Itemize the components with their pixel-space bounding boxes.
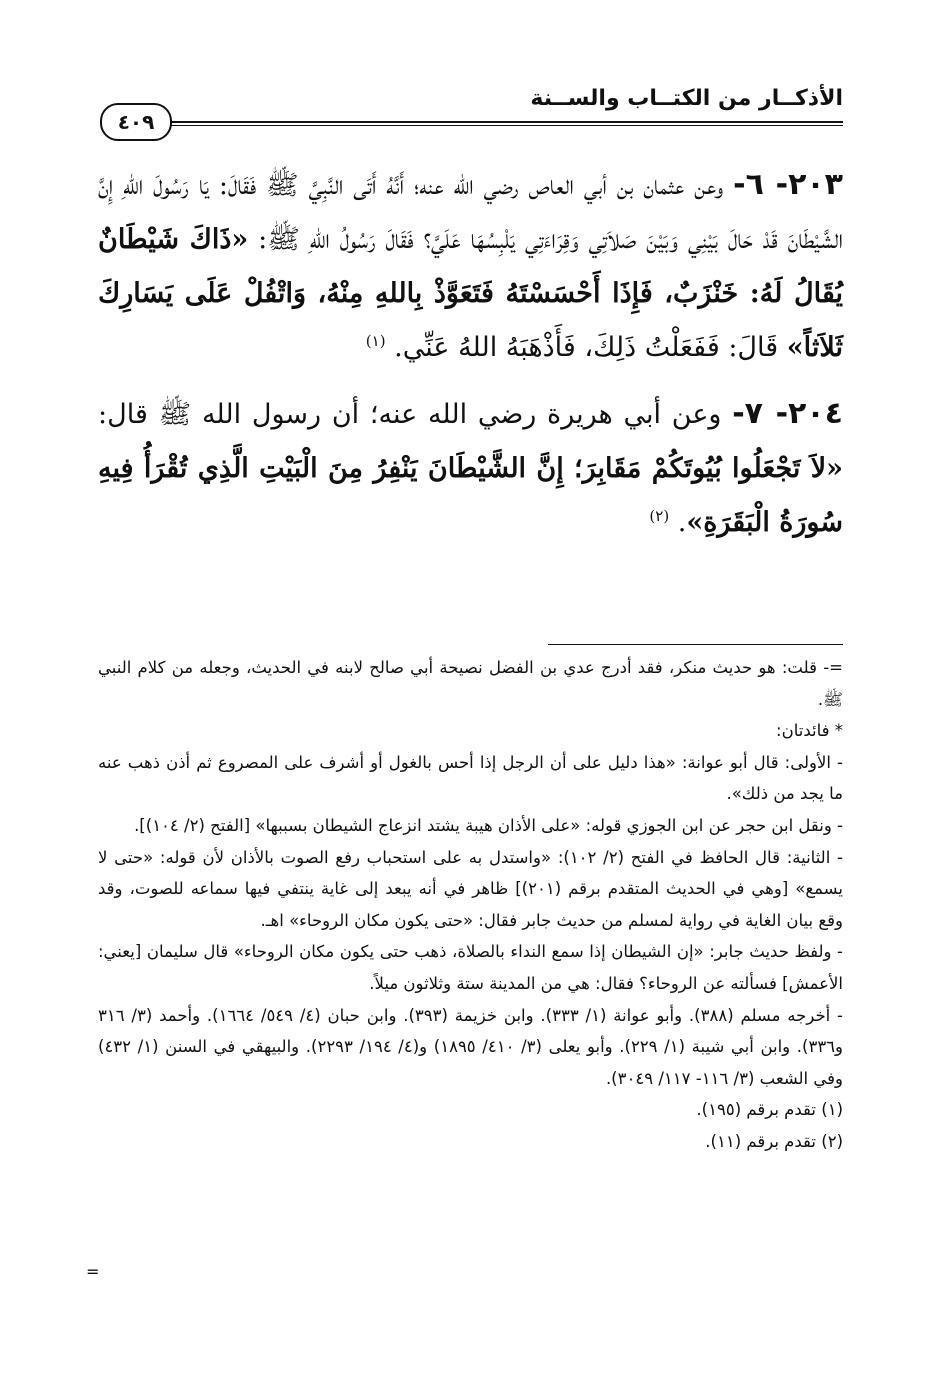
- hadith-number: ٢٠٣: [788, 167, 843, 202]
- footnote-takhrij: - أخرجه مسلم (٣٨٨). وأبو عوانة (١/ ٣٣٣). وابن خزيمة (٣٩٣). وابن حبان (٤/ ٥٤٩/ ١٦٦٤). وأحمد (٣/ ٣١٦ و٣٣٦). وابن أبي شيبة (١/ ٢٢٩). وأبو يعلى (٣/ ٤١٠/ ١٨٩٥) و(٤/ ١٩٤/ ٢٢٩٣). والبيهقي في السنن (١/ ٤٣٢) وفي الشعب (٣/ ١١٦- ١١٧/ ٣٠٤٩).: [98, 1005, 844, 1088]
- footnote-separator: [548, 644, 843, 645]
- main-text: [98, 158, 843, 550]
- footnote-benefit-second: - الثانية: قال الحافظ في الفتح (٢/ ١٠٢): «واستدل به على استحباب رفع الصوت بالأذان لأن قوله: «حتى لا يسمع» [وهي في الحديث المتقدم برقم (٢٠١)] ظاهر في أنه يبعد إلى غاية ينتفي فيها سماعه للصوت، وقد وقع بيان الغاية في رواية لمسلم من حديث جابر فقال: «حتى يكون مكان الروحاء» اهـ.: [98, 847, 843, 930]
- footnotes: [98, 652, 843, 1158]
- footnote-benefit-first: - الأولى: قال أبو عوانة: «هذا دليل على أن الرجل إذا أحس بالغول أو أشرف على المصروع ثم أذن ذهب عنه ما يجد من ذلك».: [98, 752, 843, 804]
- hadith-quote: «ذَاكَ شَيْطَانٌ يُقَالُ لَهُ: خَنْزَبٌ، فَإِذَا أَحْسَسْتَهُ فَتَعَوَّذْ بِاللهِ مِنْهُ، وَاتْفُلْ عَلَى يَسَارِكَ ثَلاَثاً»: [98, 224, 843, 363]
- footnote-ref[interactable]: (١): [365, 332, 386, 350]
- footnote-benefits-heading: * فائدتان:: [776, 721, 843, 741]
- running-header-title: الأذكــار من الكتــاب والســنة: [530, 86, 843, 111]
- footnote-2: (٢) تقدم برقم (١١).: [705, 1131, 843, 1151]
- footnote-1: (١) تقدم برقم (١٩٥).: [696, 1100, 843, 1120]
- hadith-tail: .: [677, 507, 687, 538]
- hadith-204: [98, 387, 843, 550]
- hadith-quote: «لاَ تَجْعَلُوا بُيُوتَكُمْ مَقَابِرَ؛ إِنَّ الشَّيْطَانَ يَنْفِرُ مِنَ الْبَيْتِ الَّذِي تُقْرَأُ فِيهِ سُورَةُ الْبَقَرَةِ»: [98, 453, 843, 538]
- footnote-ibn-hajar: - ونقل ابن حجر عن ابن الجوزي قوله: «على الأذان هيبة يشتد انزعاج الشيطان بسببها» [الفتح (٢/ ١٠٤)].: [134, 815, 843, 835]
- continuation-mark: =: [86, 1262, 100, 1281]
- hadith-intro: وعن أبي هريرة رضي الله عنه؛ أن رسول الله ﷺ قال:: [98, 399, 733, 430]
- hadith-number: ٢٠٤: [788, 396, 843, 431]
- page-number: ٤٠٩: [100, 103, 172, 141]
- hadith-tail: قَالَ: فَفَعَلْتُ ذَلِكَ، فَأَذْهَبَهُ اللهُ عَنِّي.: [394, 332, 787, 363]
- hadith-sub-number: - ٦-: [733, 167, 789, 202]
- footnote-continuation: =- قلت: هو حديث منكر، فقد أدرج عدي بن الفضل نصيحة أبي صالح لابنه في الحديث، وجعله من كلام النبي ﷺ.: [98, 658, 843, 709]
- footnote-jabir: - ولفظ حديث جابر: «إن الشيطان إذا سمع النداء بالصلاة، ذهب حتى يكون مكان الروحاء» قال سليمان [يعني: الأعمش] فسألته عن الروحاء؟ فقال: هي من المدينة ستة وثلاثون ميلاً.: [98, 942, 843, 993]
- hadith-sub-number: - ٧-: [732, 396, 789, 431]
- hadith-intro: وعن عثمان بن أبي العاص رضي الله عنه؛ أَنَّهُ أَتَى النَّبِيَّ ﷺ فَقَالَ: يَا رَسُولَ اللهِ إِنَّ الشَّيْطَانَ قَدْ حَالَ بَيْنِي وَبَيْنَ صَلاَتِي وَقِرَاءَتِي يَلْبِسُهَا عَلَيَّ؟ فَقَالَ رَسُولُ اللهِ ﷺ:: [98, 170, 843, 255]
- header-rule: [168, 121, 843, 126]
- hadith-203: [98, 158, 843, 375]
- footnote-ref[interactable]: (٢): [649, 507, 670, 525]
